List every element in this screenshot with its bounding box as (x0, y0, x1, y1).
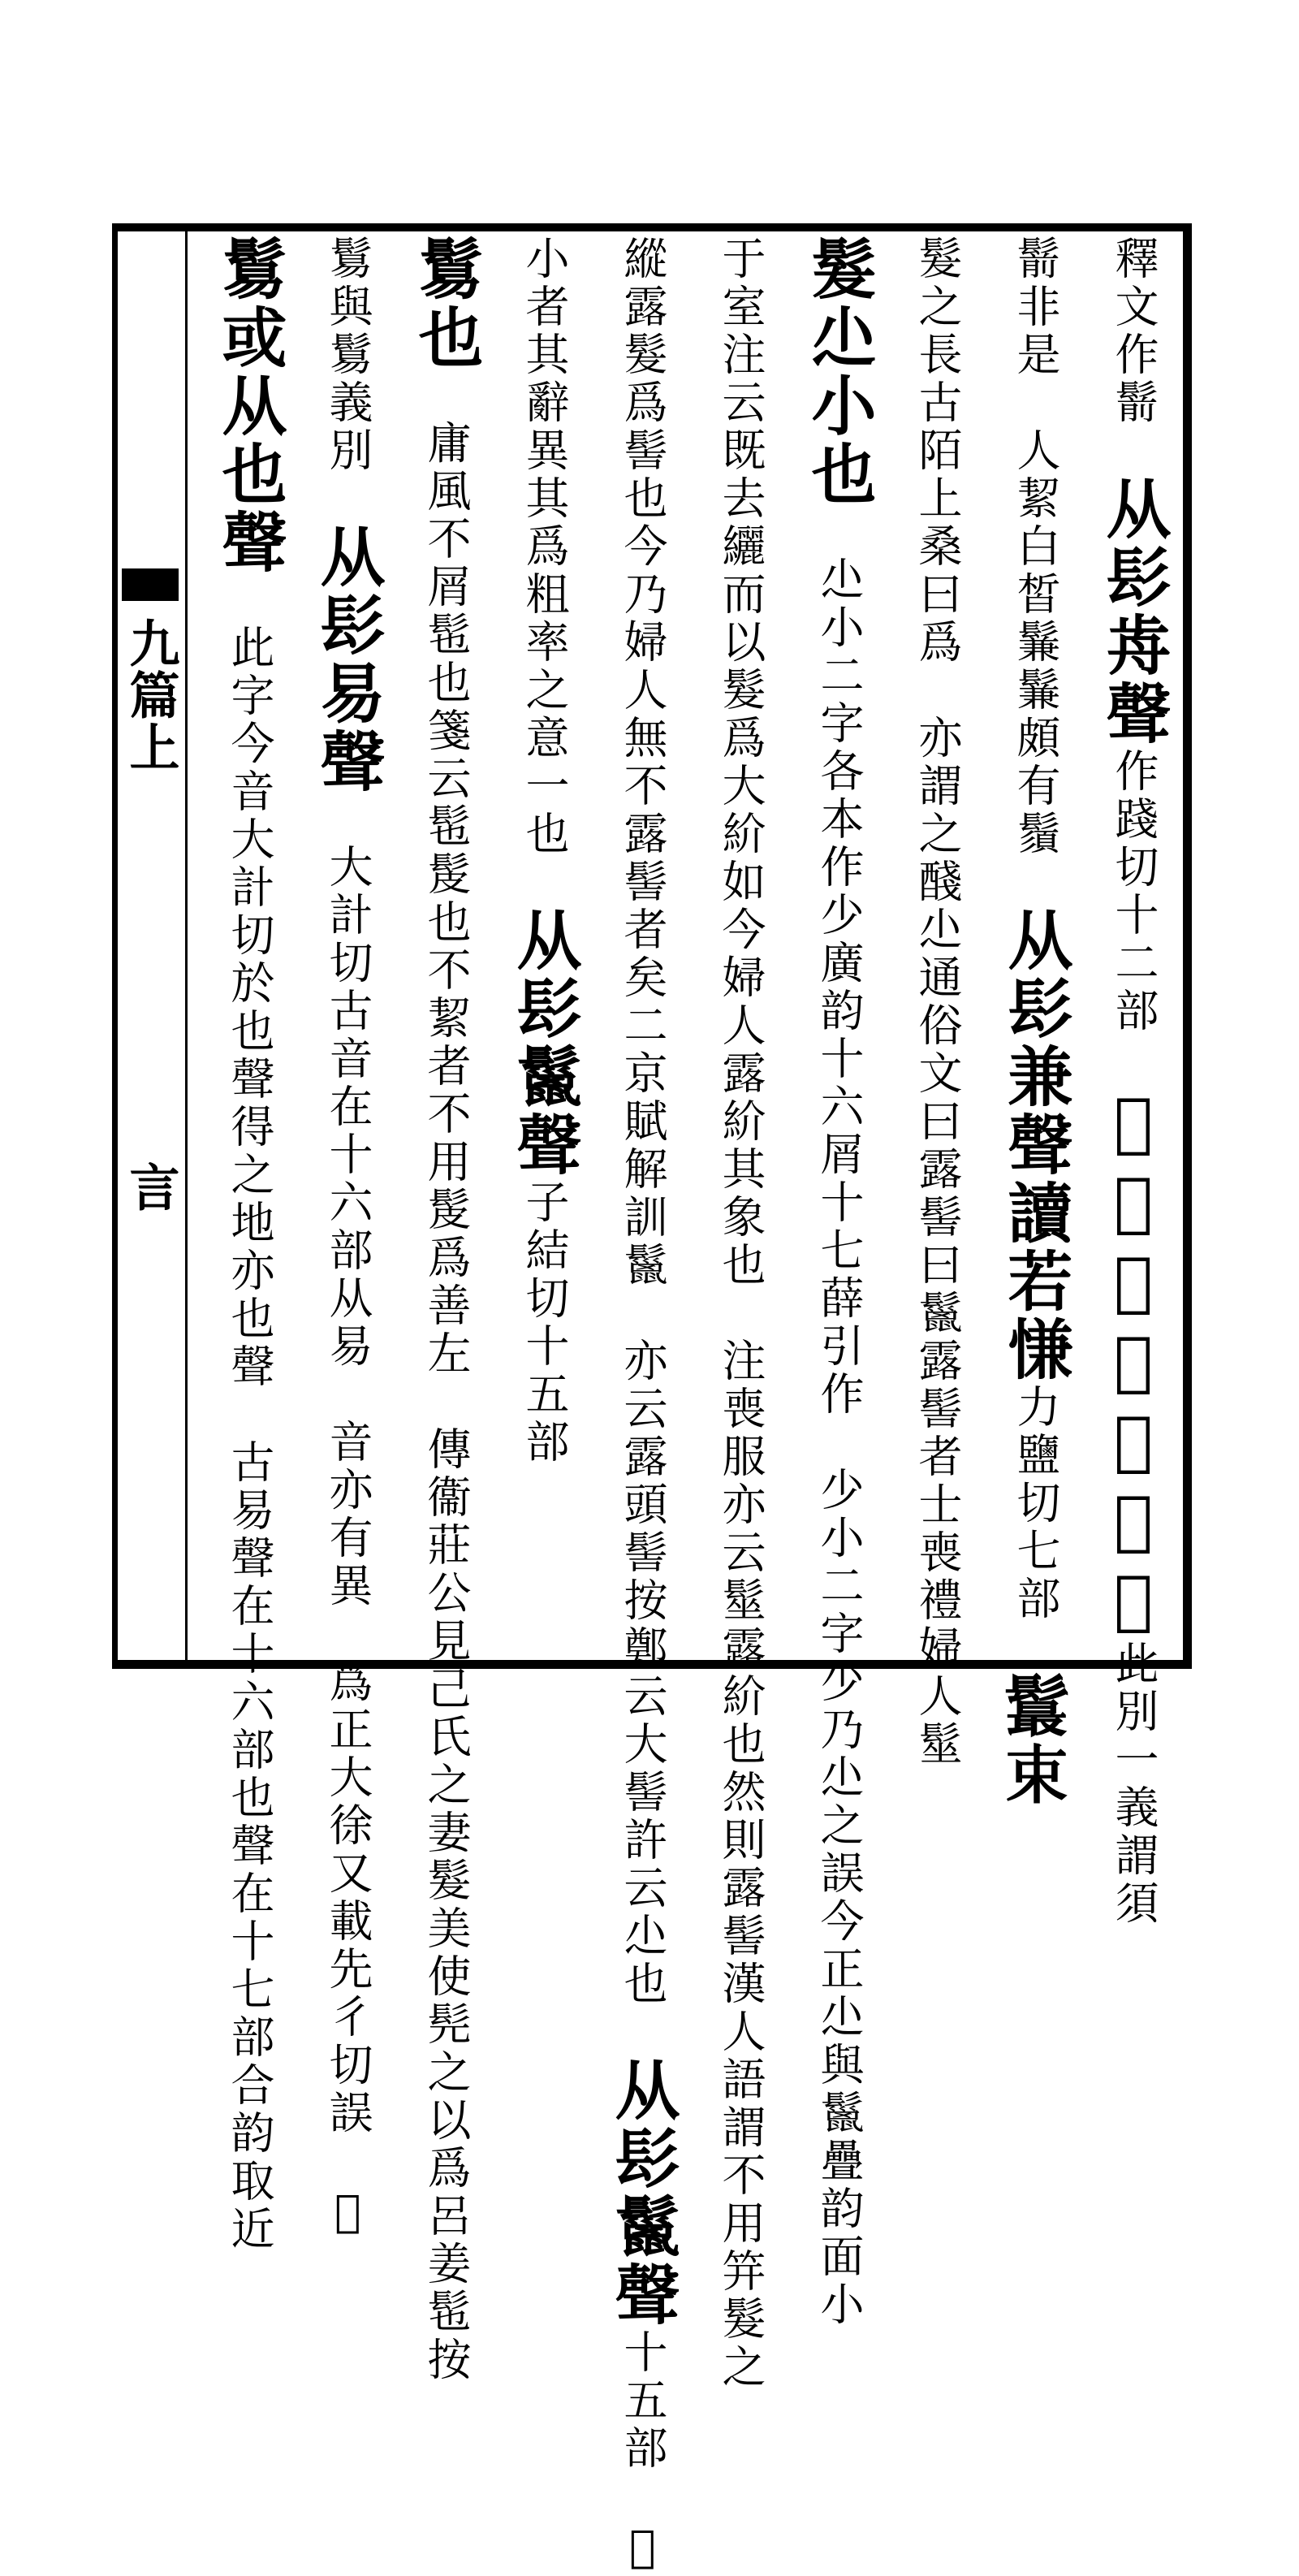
headword-segment: 从髟兼聲讀若慊 (997, 906, 1073, 1384)
text-column-5: 于室注云既去纚而以髮爲大紒如今婦人露紒其象也 注喪服亦云髽露紒也然則露髻漢人語謂不用笄髮之 (715, 236, 766, 2392)
margin-divider (185, 231, 188, 1661)
margin-chapter-title: 九篇上 (121, 617, 180, 773)
fishtail-mark (122, 568, 179, 601)
headword-segment: 𩬬鬑也一曰長皃 (1095, 1083, 1172, 1640)
margin-strip (112, 223, 185, 1669)
text-column-9: 鬄與鬄義別 从髟易聲 大計切古音在十六部从易 音亦有異 爲正大徐又載先彳切誤 � (309, 236, 386, 2241)
headword-segment: 鬄或从也聲 (211, 236, 287, 577)
text-column-8: 鬄也 庸風不屑髢也箋云髢髲也不絜者不用髲爲善左 傳衞莊公見己氏之妻髮美使髡之以爲呂姜髢按 (408, 236, 484, 2384)
headword-segment: 髮尐小也 (801, 236, 877, 508)
text-column-1: 釋文作鬋 从髟歬聲作踐切十二部 𩬬鬑也一曰長皃此別一義謂須 (1095, 236, 1172, 1928)
headword-segment: 从髟歬聲 (1095, 475, 1172, 748)
text-column-10: 鬄或从也聲 此字今音大計切於也聲得之地亦也聲 古易聲在十六部也聲在十七部合韵取近 (211, 236, 287, 2254)
text-column-2: 鬋非是 人絜白皙鬑鬑頗有鬚 从髟兼聲讀若慊力鹽切七部 𩯉束 (997, 236, 1073, 1808)
headword-segment: 从髟鬣聲 (506, 906, 582, 1179)
margin-page-label: 言 (121, 1161, 180, 1212)
headword-segment: 从髟鬣聲 (604, 2056, 680, 2329)
headword-segment: 𩯉束 (997, 1671, 1073, 1808)
text-column-7: 小者其辭異其爲粗率之意一也 从髟鬣聲子結切十五部 (506, 236, 582, 1467)
text-column-6: 縱露髮爲髻也今乃婦人無不露髻者矣二京賦解訓鬣 亦云露頭髻按鄭云大髻許云尐也 从髟鬣聲十五部 � (604, 236, 680, 2576)
headword-segment: 鬄也 (408, 236, 484, 372)
text-column-4: 髮尐小也 尐小二字各本作少廣韵十六屑十七薛引作 少小二字少乃尐之誤今正尐與鬣疊韵面小 (801, 236, 877, 2329)
text-column-3: 髮之長古陌上桑曰爲 亦謂之醆尐通俗文曰露髻曰鬣露髻者士喪禮婦人髽 (912, 236, 963, 1769)
headword-segment: 从髟易聲 (309, 523, 386, 796)
text-block (195, 236, 1181, 2576)
